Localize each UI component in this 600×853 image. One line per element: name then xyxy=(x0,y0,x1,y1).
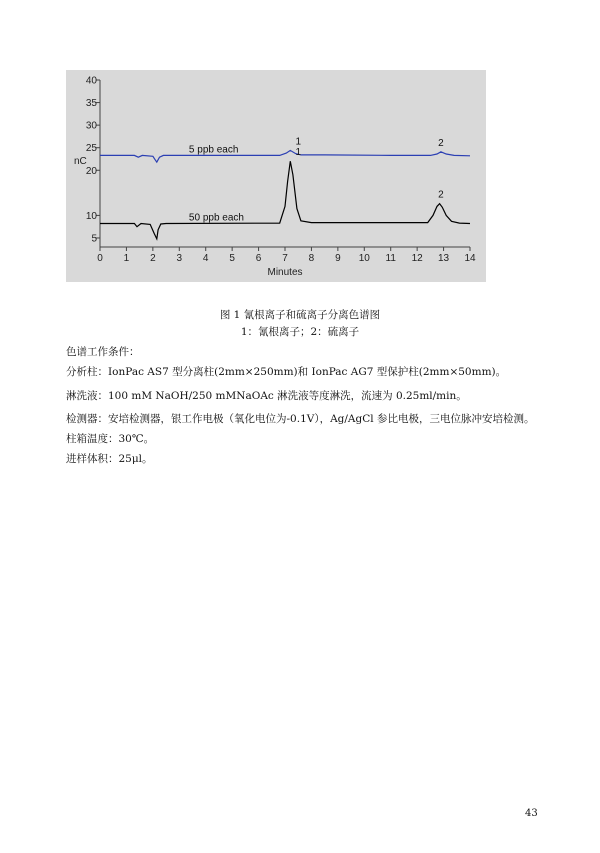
x-tick-label: 1 xyxy=(123,253,130,264)
y-tick-label: 35 xyxy=(85,98,97,110)
y-axis-label: nC xyxy=(74,156,87,168)
condition-injection: 进样体积：25μl。 xyxy=(66,453,153,465)
x-tick-label: 10 xyxy=(358,253,370,264)
x-tick-label: 12 xyxy=(411,253,423,264)
plot-background xyxy=(66,70,486,282)
x-tick-label: 6 xyxy=(255,253,262,264)
condition-eluent: 淋洗液：100 mM NaOH/250 mMNaOAc 淋洗液等度淋洗，流速为 0.25ml/min。 xyxy=(66,390,467,402)
x-axis-label: Minutes xyxy=(267,267,303,278)
page-number: 43 xyxy=(525,808,538,819)
annotation-label-6: 2 xyxy=(438,189,444,201)
x-tick-label: 11 xyxy=(385,253,396,264)
chromatogram-svg xyxy=(66,70,486,282)
annotation-label-5: 1 xyxy=(295,147,302,159)
x-tick-label: 2 xyxy=(150,253,156,264)
x-tick-label: 0 xyxy=(97,253,103,264)
x-tick-label: 9 xyxy=(335,253,341,264)
x-tick-label: 8 xyxy=(308,253,315,264)
x-tick-label: 7 xyxy=(282,253,288,264)
x-tick-label: 14 xyxy=(464,253,476,264)
annotation-label-2: 50 ppb each xyxy=(188,212,244,224)
annotation-label-1: 5 ppb each xyxy=(188,144,239,156)
x-tick-label: 5 xyxy=(229,253,235,264)
figure-caption-legend: 1：氰根离子；2：硫离子 xyxy=(240,326,360,338)
condition-column: 分析柱：IonPac AS7 型分离柱(2mm×250mm)和 IonPac AG7 型保护柱(2mm×50mm)。 xyxy=(66,366,507,378)
y-tick-label: 10 xyxy=(85,210,97,222)
chromatogram-chart xyxy=(66,70,486,282)
annotation-label-3: 1 xyxy=(295,136,302,148)
condition-temperature: 柱箱温度：30℃。 xyxy=(66,433,155,445)
y-tick-label: 5 xyxy=(91,233,97,245)
condition-detector: 检测器：安培检测器，银工作电极（氧化电位为-0.1V），Ag/AgCl 参比电极，三电位脉冲安培检测。 xyxy=(66,413,535,425)
y-tick-label: 20 xyxy=(85,165,97,177)
conditions-heading: 色谱工作条件： xyxy=(66,346,140,358)
y-tick-label: 30 xyxy=(85,120,97,132)
y-tick-label: 25 xyxy=(85,143,97,155)
x-tick-label: 3 xyxy=(176,253,183,264)
y-tick-label: 40 xyxy=(85,75,97,87)
x-tick-label: 4 xyxy=(202,253,209,264)
annotation-label-4: 2 xyxy=(438,137,444,149)
figure-caption-title: 图 1 氰根离子和硫离子分离色谱图 xyxy=(219,309,381,321)
x-tick-label: 13 xyxy=(438,253,450,264)
